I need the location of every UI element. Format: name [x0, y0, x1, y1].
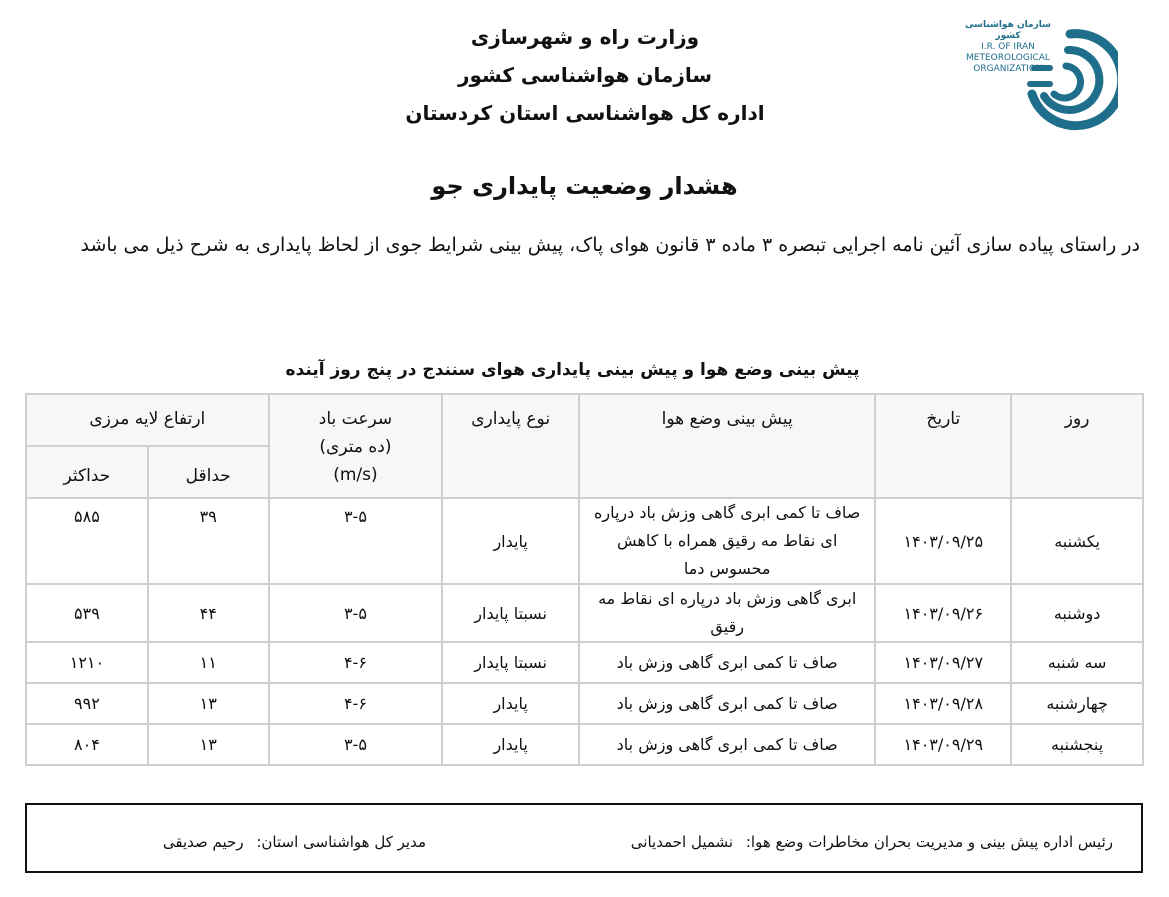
header-wind: [269, 394, 443, 498]
header-max: حداکثر: [26, 446, 148, 498]
cell-max: ۵۸۵: [26, 498, 148, 584]
cell-date: ۱۴۰۳/۰۹/۲۶: [875, 584, 1011, 642]
cell-min: ۴۴: [148, 584, 269, 642]
header-date: تاریخ: [875, 394, 1011, 498]
table-caption-text: پیش بینی وضع هوا و پیش بینی پایداری هوای سنندج در پنج روز آینده: [285, 360, 860, 380]
cell-day: چهارشنبه: [1011, 683, 1143, 724]
table-row: [26, 724, 1143, 765]
cell-forecast: صاف تا کمی ابری گاهی وزش باد: [579, 724, 875, 765]
logo-swirl-icon: [1020, 24, 1118, 139]
cell-forecast: صاف تا کمی ابری گاهی وزش باد: [579, 642, 875, 683]
signature-role: رئیس اداره پیش بینی و مدیریت بحران مخاطرات وضع هوا:: [745, 833, 1113, 851]
table-row: [26, 498, 1143, 584]
signature-name: نشمیل احمدیانی: [630, 833, 734, 851]
cell-max: ۹۹۲: [26, 683, 148, 724]
cell-date: ۱۴۰۳/۰۹/۲۵: [875, 498, 1011, 584]
header-day: روز: [1011, 394, 1143, 498]
cell-stability: نسبتا پایدار: [442, 584, 579, 642]
cell-wind: ۳-۵: [269, 584, 443, 642]
cell-min: ۳۹: [148, 498, 269, 584]
table-row: [26, 584, 1143, 642]
signature-role: مدیر کل هواشناسی استان:: [256, 833, 426, 851]
header-ministry: وزارت راه و شهرسازی: [470, 25, 700, 49]
header-wind-label: سرعت باد: [318, 409, 393, 429]
signature-name: رحیم صدیقی: [162, 833, 244, 851]
table-row: [26, 642, 1143, 683]
cell-day: پنجشنبه: [1011, 724, 1143, 765]
header-min: حداقل: [148, 446, 269, 498]
cell-date: ۱۴۰۳/۰۹/۲۹: [875, 724, 1011, 765]
forecast-table: [25, 393, 1144, 766]
logo-en-line3: ORGANIZATION: [973, 64, 1043, 74]
cell-stability: پایدار: [442, 683, 579, 724]
table-caption: [0, 360, 1169, 380]
cell-stability: نسبتا پایدار: [442, 642, 579, 683]
cell-day: سه شنبه: [1011, 642, 1143, 683]
table-header-row: [26, 394, 1143, 446]
cell-min: ۱۳: [148, 724, 269, 765]
cell-wind: ۴-۶: [269, 683, 443, 724]
intro-paragraph: در راستای پیاده سازی آئین نامه اجرایی تبصره ۳ ماده ۳ قانون هوای پاک، پیش بینی شرایط جوی از لحاظ پایداری به شرح ذیل می باشد: [80, 234, 1140, 256]
cell-wind: ۳-۵: [269, 724, 443, 765]
logo-fa-text: سازمان هواشناسی کشور: [964, 20, 1051, 41]
cell-date: ۱۴۰۳/۰۹/۲۸: [875, 683, 1011, 724]
header-stability: نوع پایداری: [442, 394, 579, 498]
cell-forecast: ابری گاهی وزش باد درپاره ای نقاط مه رقیق: [579, 584, 875, 642]
cell-day: دوشنبه: [1011, 584, 1143, 642]
cell-forecast: صاف تا کمی ابری گاهی وزش باد: [579, 683, 875, 724]
cell-day: یکشنبه: [1011, 498, 1143, 584]
header-organization: سازمان هواشناسی کشور: [457, 63, 713, 87]
header-wind-note: (ده متری): [319, 437, 392, 457]
signature-box: [25, 803, 1143, 873]
cell-max: ۸۰۴: [26, 724, 148, 765]
org-logo: [950, 16, 1120, 141]
cell-date: ۱۴۰۳/۰۹/۲۷: [875, 642, 1011, 683]
table-row: [26, 683, 1143, 724]
cell-wind: ۴-۶: [269, 642, 443, 683]
cell-max: ۵۳۹: [26, 584, 148, 642]
header-forecast: پیش بینی وضع هوا: [579, 394, 875, 498]
cell-forecast: صاف تا کمی ابری گاهی وزش باد درپاره ای نقاط مه رقیق همراه با کاهش محسوس دما: [579, 498, 875, 584]
header-wind-unit: (m/s): [333, 465, 378, 485]
logo-en-line1: I.R. OF IRAN: [981, 42, 1035, 52]
cell-min: ۱۳: [148, 683, 269, 724]
cell-stability: پایدار: [442, 724, 579, 765]
ministry-header: [380, 18, 790, 132]
header-boundary-layer: ارتفاع لایه مرزی: [26, 394, 269, 446]
logo-en-line2: METEOROLOGICAL: [966, 53, 1050, 63]
cell-stability: پایدار: [442, 498, 579, 584]
cell-max: ۱۲۱۰: [26, 642, 148, 683]
cell-min: ۱۱: [148, 642, 269, 683]
header-provincial-office: اداره کل هواشناسی استان کردستان: [405, 101, 765, 125]
cell-wind: ۳-۵: [269, 498, 443, 584]
page-title: هشدار وضعیت پایداری جو: [431, 172, 738, 200]
signature-forecast-head: [631, 833, 1113, 851]
signature-director: [163, 833, 426, 851]
